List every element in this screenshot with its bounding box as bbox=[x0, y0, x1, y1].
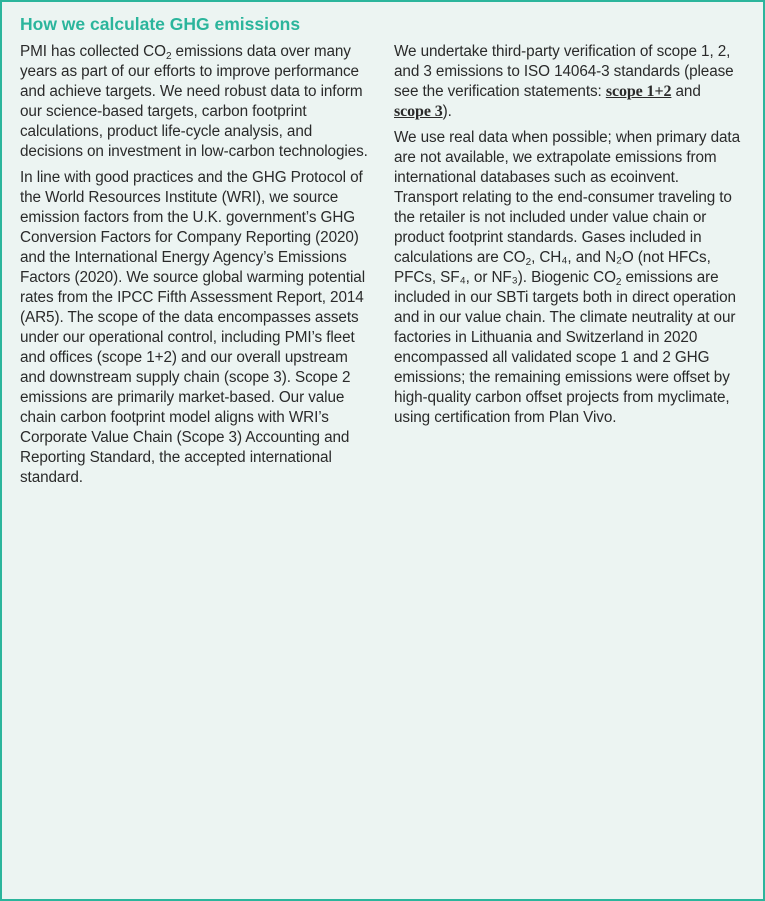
scope-1-2-link[interactable]: scope 1+2 bbox=[605, 83, 672, 100]
paragraph-verification: We undertake third-party verification of scope 1, 2, and 3 emissions to ISO 14064-3 standards (please see the verification statements: scope 1+2 and scope 3). bbox=[394, 43, 734, 120]
scope-3-link[interactable]: scope 3 bbox=[394, 103, 443, 120]
paragraph-methodology: In line with good practices and the GHG Protocol of the World Resources Institute (WRI), we source emission factors from the U.K. government’s GHG Conversion Factors for Company Reporting (2020) and the International Energy Agency’s Emissions Factors (2020). We source global warming potential rates from the IPCC Fifth Assessment Report, 2014 (AR5). The scope of the data encompasses assets under our operational control, including PMI’s fleet and offices (scope 1+2) and our overall upstream and downstream supply chain (scope 3). Scope 2 emissions are primarily market-based. Our value chain carbon footprint model aligns with WRI’s Corporate Value Chain (Scope 3) Accounting and Reporting Standard, the accepted international standard. bbox=[20, 169, 366, 486]
subscript: 2 bbox=[165, 51, 172, 62]
subscript: 2 bbox=[525, 257, 532, 268]
subscript: 2 bbox=[615, 277, 622, 288]
right-column bbox=[394, 42, 740, 434]
left-column bbox=[20, 42, 372, 494]
paragraph-data-collection: PMI has collected $CO_2$ emissions data over many years as part of our efforts to improve performance and achieve targets. We need robust data to inform our science-based targets, carbon footprint calculations, product life-cycle analysis, and decisions on investment in low-carbon technologies. bbox=[20, 43, 368, 160]
panel-title: How we calculate GHG emissions bbox=[20, 14, 301, 34]
paragraph-real-data: We use real data when possible; when primary data are not available, we extrapolate emissions from international databases such as ecoinvent. Transport relating to the end-consumer traveling to the retailer is not included under value chain or product footprint standards. Gases included in calculations are $CO_2$, CH₄, and N₂O (not HFCs, PFCs, SF₄, or NF₃). Biogenic $CO_2$ emissions are included in our SBTi targets both in direct operation and in our value chain. The climate neutrality at our factories in Lithuania and Switzerland in 2020 encompassed all validated scope 1 and 2 GHG emissions; the remaining emissions were offset by high-quality carbon offset projects from myclimate, using certification from Plan Vivo. bbox=[394, 129, 740, 426]
